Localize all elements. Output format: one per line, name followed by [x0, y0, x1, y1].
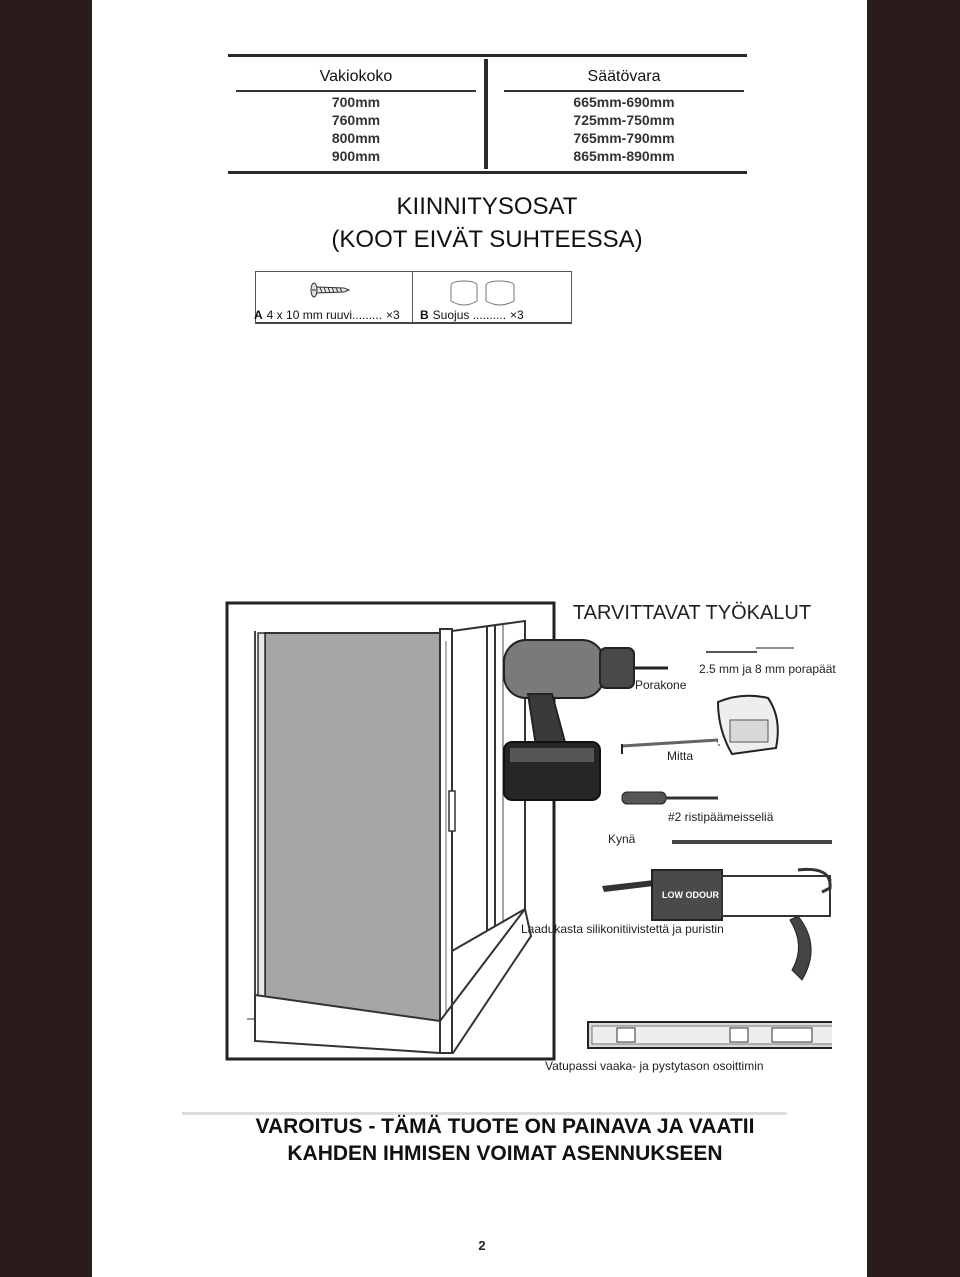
- fitting-letter: A: [254, 308, 263, 322]
- tools-illustration: [492, 630, 832, 1060]
- drill-label: Porakone: [635, 678, 687, 692]
- spirit-level-label: Vatupassi vaaka- ja pystytason osoittimin: [545, 1059, 764, 1073]
- screwdriver-icon: [622, 792, 718, 804]
- adjustment-column: [504, 57, 744, 169]
- tape-measure-icon: [622, 696, 778, 754]
- drill-bits-icon: [706, 648, 794, 652]
- fittings-title-line1: KIINNITYSOSAT: [396, 193, 578, 220]
- screwdriver-label: #2 ristipäämeisseliä: [668, 810, 774, 824]
- fitting-qty: ×3: [386, 308, 400, 322]
- column-divider: [484, 59, 488, 169]
- page-number: 2: [478, 1238, 486, 1253]
- adjustment-range-value: 865mm-890mm: [573, 148, 675, 164]
- adjustment-range-value: 665mm-690mm: [573, 94, 675, 110]
- cap-icon: [448, 277, 520, 309]
- tools-title: TARVITTAVAT TYÖKALUT: [572, 602, 812, 624]
- standard-size-value: 760mm: [331, 112, 381, 128]
- warning-text: [200, 1113, 810, 1167]
- standard-size-value: 700mm: [331, 94, 381, 110]
- adjustment-range-value: 765mm-790mm: [573, 130, 675, 146]
- fittings-title: [252, 190, 722, 256]
- cartridge-label: LOW ODOUR NEUTRAL SILICONE: [662, 890, 810, 900]
- adjustment-range-value: 725mm-750mm: [573, 112, 675, 128]
- silicone-label: Laadukasta silikonitiivistettä ja puristin: [521, 922, 724, 936]
- header-rule: [504, 90, 744, 92]
- drill-icon: [504, 640, 668, 800]
- standard-size-header: Vakiokoko: [319, 68, 393, 85]
- standard-size-value: 900mm: [331, 148, 381, 164]
- fittings-box: [255, 271, 572, 324]
- drill-bits-label: 2.5 mm ja 8 mm porapäät: [699, 662, 836, 676]
- manual-page: [92, 0, 867, 1277]
- pencil-icon: [672, 840, 832, 844]
- fitting-label: Suojus ..........: [432, 308, 507, 322]
- standard-size-column: [236, 57, 476, 169]
- standard-size-value: 800mm: [331, 130, 381, 146]
- fittings-title-line2: (KOOT EIVÄT SUHTEESSA): [331, 226, 643, 253]
- fitting-item-a: [254, 308, 400, 322]
- warning-line1: VAROITUS - TÄMÄ TUOTE ON PAINAVA JA VAATII: [255, 1115, 755, 1138]
- fittings-separator: [412, 272, 413, 322]
- adjustment-header: Säätövara: [587, 68, 661, 85]
- header-rule: [236, 90, 476, 92]
- pencil-label: Kynä: [608, 832, 636, 846]
- fitting-letter: B: [420, 308, 429, 322]
- warning-line2: KAHDEN IHMISEN VOIMAT ASENNUKSEEN: [287, 1142, 723, 1165]
- fitting-label: 4 x 10 mm ruuvi.........: [266, 308, 383, 322]
- tape-measure-label: Mitta: [667, 749, 694, 763]
- screw-icon: [310, 282, 350, 298]
- size-table: [228, 54, 747, 174]
- fitting-item-b: [420, 308, 524, 322]
- spirit-level-icon: [588, 1022, 832, 1048]
- fitting-qty: ×3: [510, 308, 524, 322]
